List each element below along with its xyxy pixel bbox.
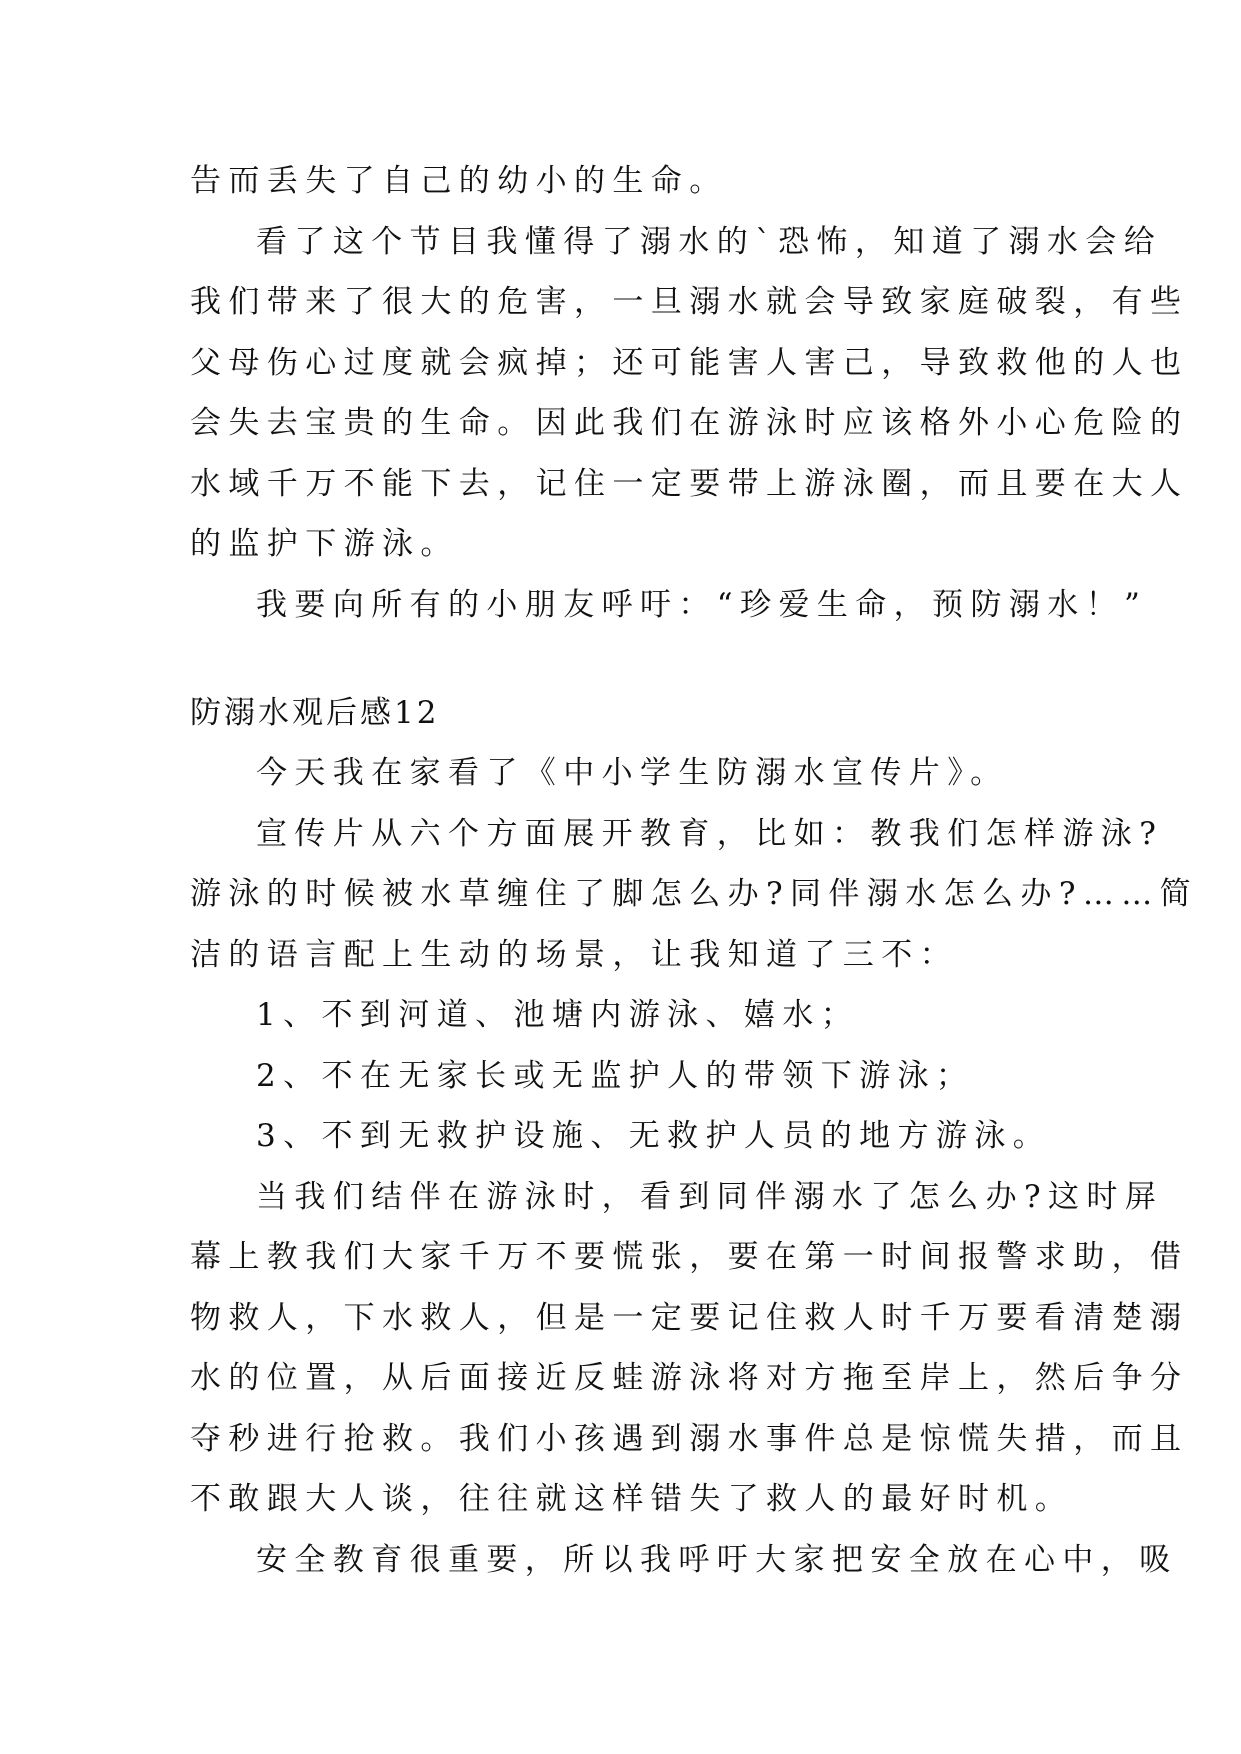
list-item: 3、不到无救护设施、无救护人员的地方游泳。 — [256, 1118, 1052, 1154]
text-line: 夺秒进行抢救。我们小孩遇到溺水事件总是惊慌失措，而且 — [190, 1421, 1189, 1457]
text-line: 我要向所有的小朋友呼吁：“珍爱生命，预防溺水！” — [256, 587, 1148, 623]
text-line: 不敢跟大人谈，往往就这样错失了救人的最好时机。 — [190, 1481, 1074, 1517]
text-line: 幕上教我们大家千万不要慌张，要在第一时间报警求助，借 — [190, 1239, 1189, 1275]
text-line: 物救人，下水救人，但是一定要记住救人时千万要看清楚溺 — [190, 1300, 1189, 1336]
text-line: 的监护下游泳。 — [190, 526, 459, 562]
text-line: 会失去宝贵的生命。因此我们在游泳时应该格外小心危险的 — [190, 405, 1189, 441]
list-item: 2、不在无家长或无监护人的带领下游泳； — [256, 1058, 975, 1094]
text-line: 看了这个节目我懂得了溺水的`恐怖，知道了溺水会给 — [256, 224, 1163, 260]
text-line: 洁的语言配上生动的场景，让我知道了三不： — [190, 937, 958, 973]
text-line: 当我们结伴在游泳时，看到同伴溺水了怎么办?这时屏 — [256, 1179, 1164, 1215]
text-line: 我们带来了很大的危害，一旦溺水就会导致家庭破裂，有些 — [190, 284, 1189, 320]
section-title: 防溺水观后感12 — [190, 695, 440, 731]
text-line: 安全教育很重要，所以我呼吁大家把安全放在心中，吸 — [256, 1542, 1178, 1578]
text-line: 宣传片从六个方面展开教育，比如：教我们怎样游泳? — [256, 816, 1164, 852]
text-line: 父母伤心过度就会疯掉；还可能害人害己，导致救他的人也 — [190, 345, 1189, 381]
text-line: 水的位置，从后面接近反蛙游泳将对方拖至岸上，然后争分 — [190, 1360, 1189, 1396]
list-item: 1、不到河道、池塘内游泳、嬉水； — [256, 997, 860, 1033]
text-line: 游泳的时候被水草缠住了脚怎么办?同伴溺水怎么办?……简 — [190, 876, 1199, 912]
text-line: 告而丢失了自己的幼小的生命。 — [190, 163, 728, 199]
text-line: 水域千万不能下去，记住一定要带上游泳圈，而且要在大人 — [190, 466, 1189, 502]
text-line: 今天我在家看了《中小学生防溺水宣传片》。 — [256, 755, 1009, 791]
